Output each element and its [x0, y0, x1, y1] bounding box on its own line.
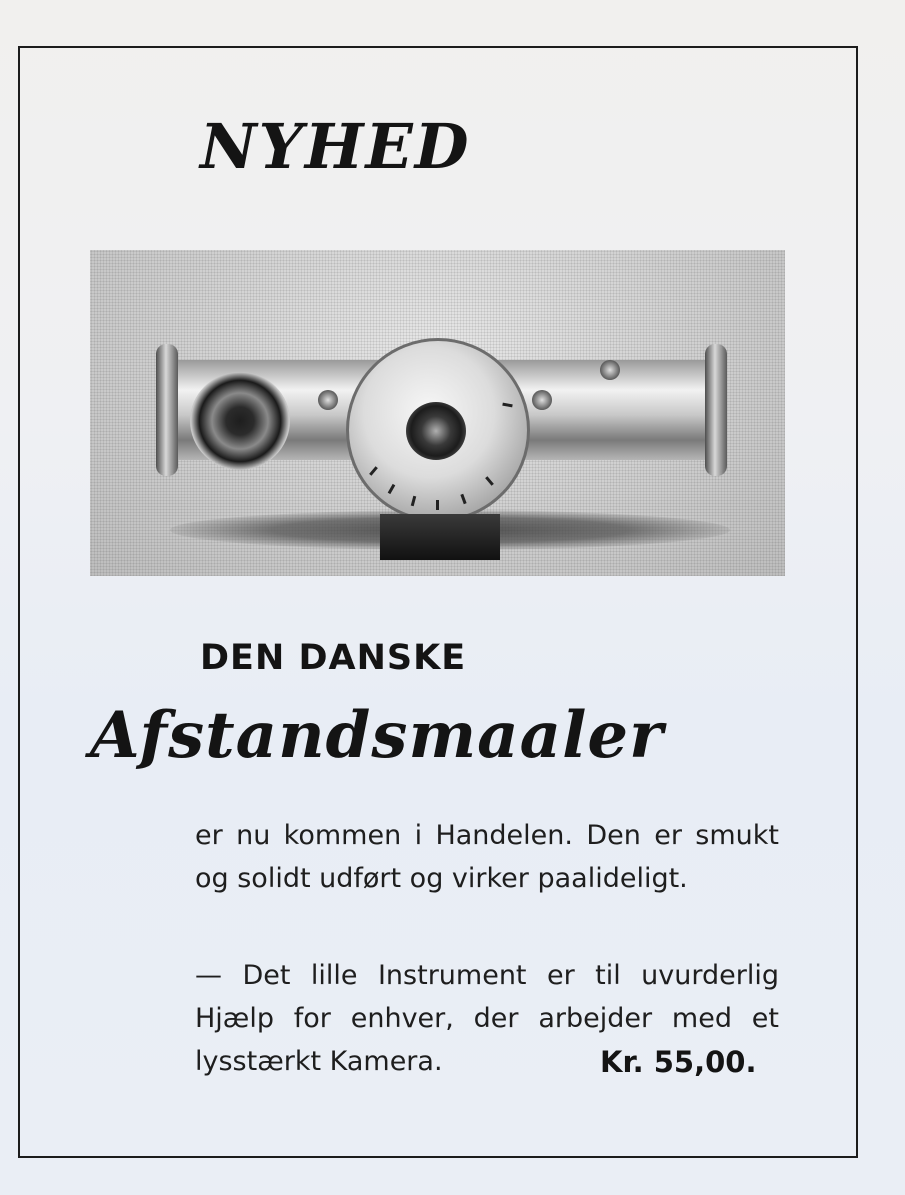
rangefinder-photo — [90, 250, 785, 576]
screw — [318, 390, 338, 410]
subtitle: DEN DANSKE — [200, 638, 467, 678]
left-endcap — [156, 344, 178, 476]
description-paragraph: er nu kommen i Handelen. Den er smukt og solidt udført og virker paalideligt. — [195, 820, 779, 894]
screw — [532, 390, 552, 410]
screw — [600, 360, 620, 380]
description-paragraph-2: — Det lille Instrument er til uvurderlig Hjælp for enhver, der arbejder med et lysstærkt Kamera. — [195, 960, 779, 1077]
mounting-foot — [380, 514, 500, 560]
scale-mark — [436, 500, 439, 510]
headline: NYHED — [200, 110, 471, 183]
right-endcap — [705, 344, 727, 476]
dial-knob — [406, 402, 466, 460]
eyepiece-lens — [190, 372, 290, 470]
price: Kr. 55,00. — [600, 1045, 757, 1079]
product-title: Afstandsmaaler — [90, 698, 664, 773]
